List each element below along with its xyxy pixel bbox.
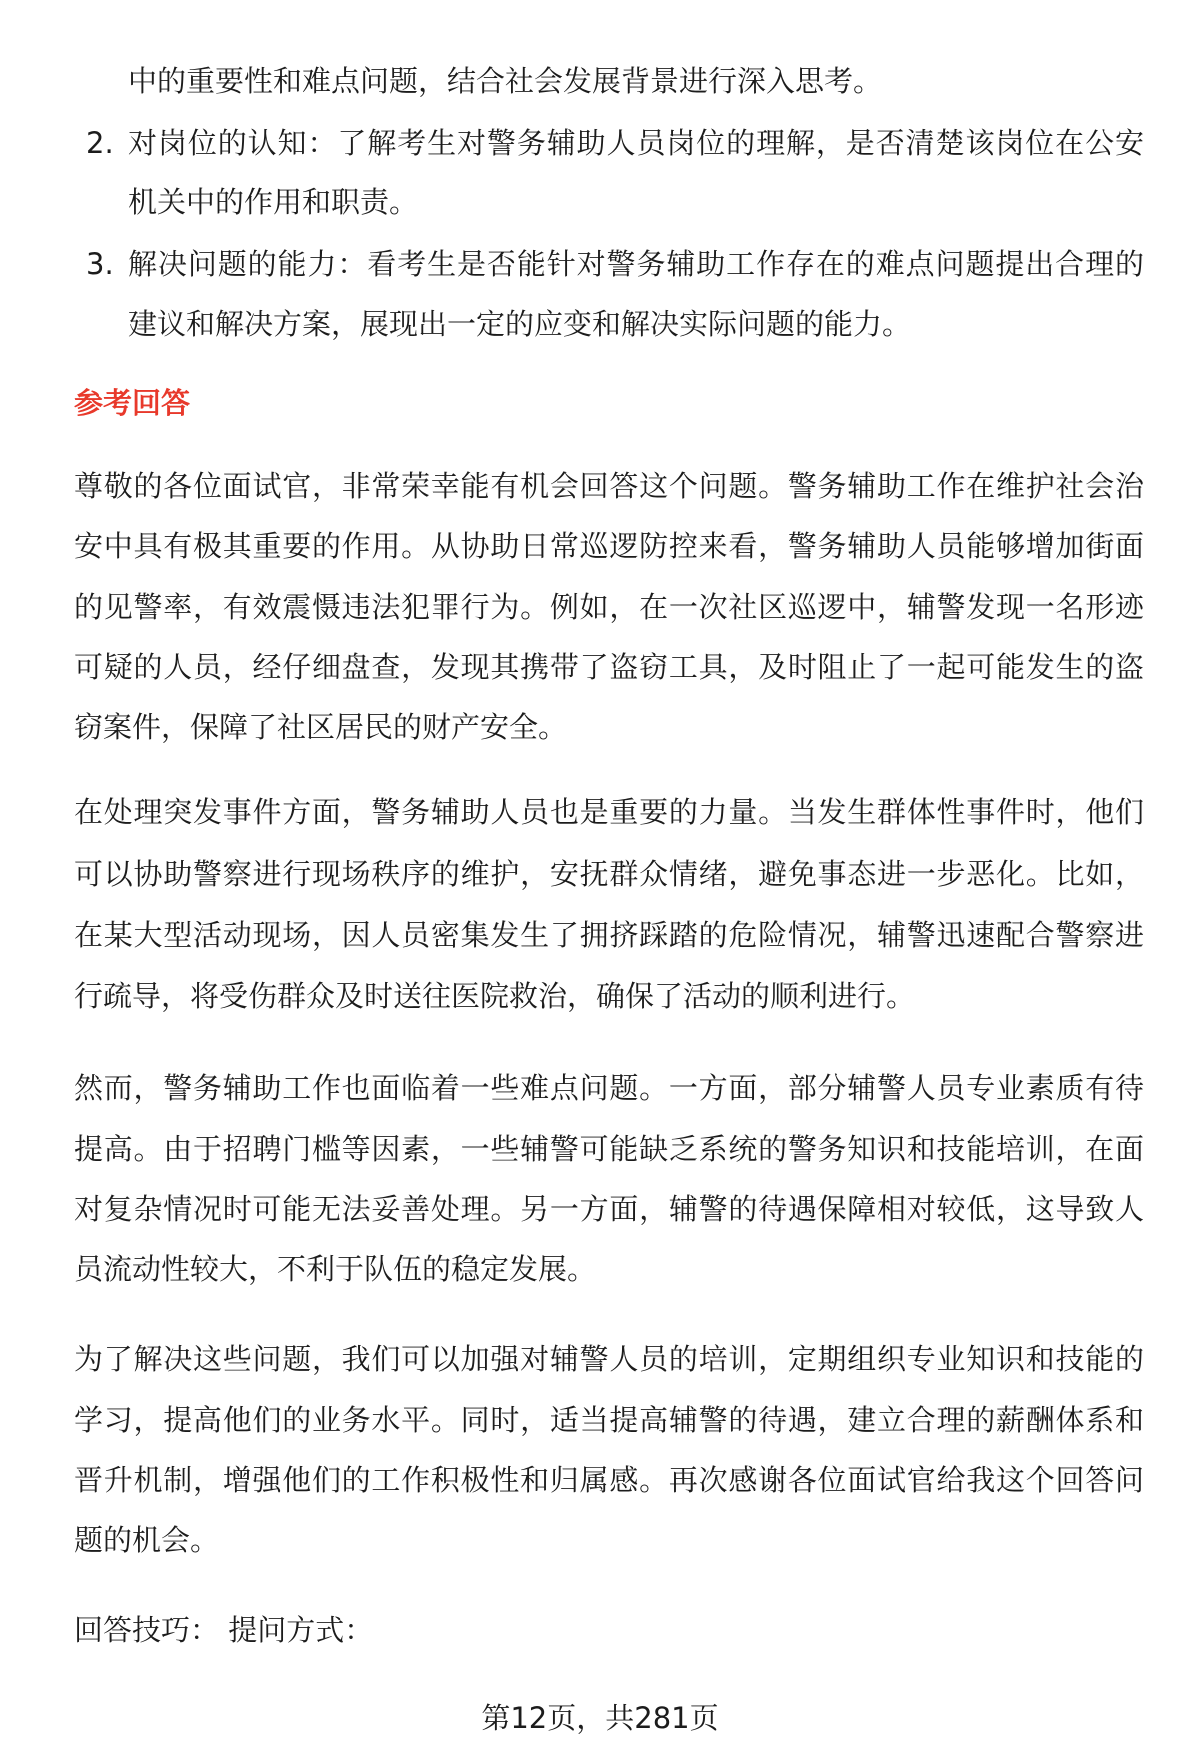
paragraph-1-line: 可疑的人员，经仔细盘查，发现其携带了盗窃工具，及时阻止了一起可能发生的盗 (74, 650, 1144, 684)
list-number-2: 2. (86, 126, 114, 160)
paragraph-3-line: 对复杂情况时可能无法妥善处理。另一方面，辅警的待遇保障相对较低，这导致人 (74, 1192, 1144, 1226)
paragraph-4-line: 晋升机制，增强他们的工作积极性和归属感。再次感谢各位面试官给我这个回答问 (74, 1463, 1144, 1497)
paragraph-4-line: 为了解决这些问题，我们可以加强对辅警人员的培训，定期组织专业知识和技能的 (74, 1342, 1144, 1376)
paragraph-1-line: 窃案件，保障了社区居民的财产安全。 (74, 710, 568, 744)
answer-heading: 参考回答 (74, 386, 191, 420)
paragraph-4-line: 学习，提高他们的业务水平。同时，适当提高辅警的待遇，建立合理的薪酬体系和 (74, 1403, 1144, 1437)
list-item-3-line: 解决问题的能力：看考生是否能针对警务辅助工作存在的难点问题提出合理的 (128, 247, 1144, 281)
paragraph-2-line: 可以协助警察进行现场秩序的维护，安抚群众情绪，避免事态进一步恶化。比如， (74, 857, 1144, 891)
paragraph-1-line: 的见警率，有效震慑违法犯罪行为。例如，在一次社区巡逻中，辅警发现一名形迹 (74, 590, 1144, 624)
paragraph-2-line: 行疏导，将受伤群众及时送往医院救治，确保了活动的顺利进行。 (74, 979, 916, 1013)
paragraph-3-line: 员流动性较大，不利于队伍的稳定发展。 (74, 1252, 597, 1286)
paragraph-1-line: 尊敬的各位面试官，非常荣幸能有机会回答这个问题。警务辅助工作在维护社会治 (74, 469, 1144, 503)
list-item-2-line: 机关中的作用和职责。 (128, 185, 419, 219)
paragraph-3-line: 提高。由于招聘门槛等因素，一些辅警可能缺乏系统的警务知识和技能培训，在面 (74, 1132, 1144, 1166)
paragraph-3-line: 然而，警务辅助工作也面临着一些难点问题。一方面，部分辅警人员专业素质有待 (74, 1071, 1144, 1105)
list-number-3: 3. (86, 247, 114, 281)
paragraph-2-line: 在某大型活动现场，因人员密集发生了拥挤踩踏的危险情况，辅警迅速配合警察进 (74, 918, 1144, 952)
list-item-2-line: 对岗位的认知：了解考生对警务辅助人员岗位的理解，是否清楚该岗位在公安 (128, 126, 1144, 160)
page-number-footer: 第12页，共281页 (481, 1701, 719, 1735)
answer-tips-line: 回答技巧： 提问方式： (74, 1613, 374, 1647)
list-item-3-line: 建议和解决方案，展现出一定的应变和解决实际问题的能力。 (128, 307, 912, 341)
paragraph-4-line: 题的机会。 (74, 1523, 220, 1557)
paragraph-1-line: 安中具有极其重要的作用。从协助日常巡逻防控来看，警务辅助人员能够增加街面 (74, 529, 1144, 563)
paragraph-2-line: 在处理突发事件方面，警务辅助人员也是重要的力量。当发生群体性事件时，他们 (74, 795, 1144, 829)
list-item-1-continuation: 中的重要性和难点问题，结合社会发展背景进行深入思考。 (128, 64, 883, 98)
